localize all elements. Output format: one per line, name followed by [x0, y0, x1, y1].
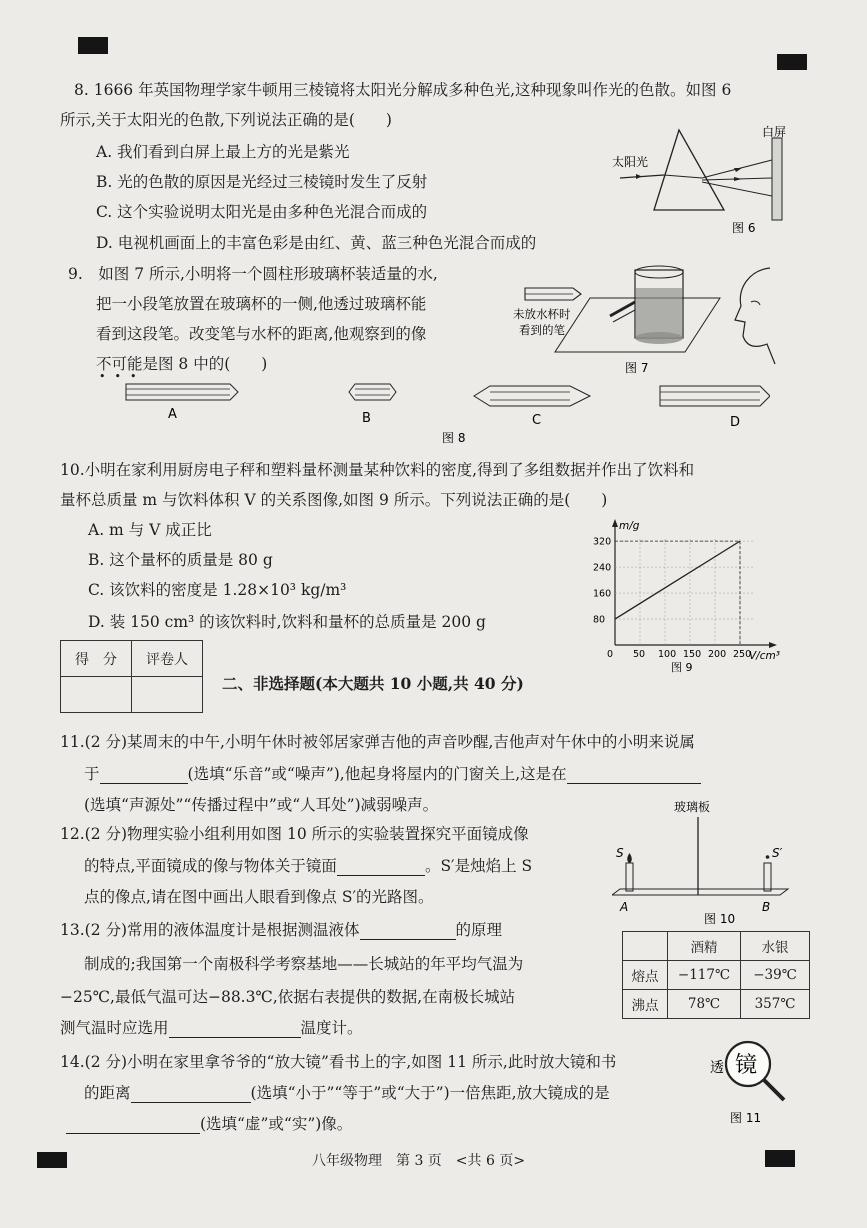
q10-option-a: A. m 与 V 成正比	[88, 521, 212, 539]
figure-11-magnifying-glass	[708, 1036, 796, 1132]
x-tick-label: 0	[607, 649, 614, 660]
figure-10-glass-label: 玻璃板	[674, 800, 711, 814]
figure-7-label-line1: 未放水杯时	[513, 307, 571, 321]
y-tick-label: 160	[593, 588, 612, 600]
q10-stem-line1: 10.小明在家利用厨房电子秤和塑料量杯测量某种饮料的密度,得到了多组数据并作出了饮料和	[60, 461, 695, 479]
q13-blank-1[interactable]	[360, 939, 456, 940]
q8-option-c: C. 这个实验说明太阳光是由多种色光混合而成的	[96, 203, 428, 221]
q11-text-a: 于	[84, 765, 100, 783]
score-header: 得 分	[61, 641, 132, 677]
q11-blank-2[interactable]	[567, 783, 701, 784]
figure-8-label-c: C	[532, 413, 542, 428]
figure-8-pen-images	[100, 380, 770, 446]
score-table	[60, 640, 203, 713]
y-tick-label: 320	[593, 536, 612, 548]
grader-header: 评卷人	[132, 641, 203, 677]
q13-text-b: 的原理	[455, 921, 503, 939]
y-tick-label: 80	[593, 614, 606, 626]
q11-text-b: (选填“乐音”或“噪声”),他起身将屋内的门窗关上,这是在	[187, 765, 567, 783]
q13-blank-2[interactable]	[169, 1037, 301, 1038]
q12-stem-line2	[84, 854, 532, 876]
q14-stem-line1: 14.(2 分)小明在家里拿爷爷的“放大镜”看书上的字,如图 11 所示,此时放大镜和书	[60, 1053, 617, 1071]
q9-stem-line3: 看到这段笔。改变笔与水杯的距离,他观察到的像	[96, 325, 427, 343]
figure-8-caption: 图 8	[442, 431, 466, 445]
figure-8-label-b: B	[362, 411, 371, 426]
table-corner	[623, 932, 668, 961]
figure-8-option-b	[349, 384, 396, 426]
q14-blank-1[interactable]	[131, 1102, 251, 1103]
figure-8-label-d: D	[730, 415, 741, 430]
q12-text-a: 的特点,平面镜成的像与物体关于镜面	[84, 857, 337, 875]
q13-stem-line4	[60, 1016, 363, 1038]
q14-stem-line2	[84, 1081, 610, 1103]
registration-mark-top-left	[78, 37, 108, 54]
figure-11-caption: 图 11	[730, 1111, 762, 1125]
figure-8-label-a: A	[168, 407, 177, 422]
table-cell: 357℃	[741, 990, 810, 1019]
q11-blank-1[interactable]	[100, 783, 188, 784]
table-row-label: 熔点	[623, 961, 668, 990]
figure-10-caption: 图 10	[704, 912, 736, 926]
x-tick-label: 250	[733, 649, 752, 660]
figure-8-option-c	[474, 386, 590, 428]
q13-text-a: 13.(2 分)常用的液体温度计是根据测温液体	[60, 921, 360, 939]
registration-mark-top-right	[777, 54, 807, 70]
series-line	[615, 541, 740, 619]
q14-text-b: (选填“小于”“等于”或“大于”)一倍焦距,放大镜成的是	[250, 1084, 610, 1102]
q10-stem-line2: 量杯总质量 m 与饮料体积 V 的关系图像,如图 9 所示。下列说法正确的是( )	[60, 491, 608, 509]
q13-text-d: 温度计。	[300, 1019, 363, 1037]
figure-11-char-jing: 镜	[735, 1053, 758, 1078]
q8-option-a: A. 我们看到白屏上最上方的光是紫光	[96, 143, 350, 161]
table-cell: −117℃	[668, 961, 741, 990]
figure-10-S-prime-label: S′	[772, 846, 783, 860]
section-2-heading: 二、非选择题(本大题共 10 小题,共 40 分)	[222, 674, 524, 693]
q11-stem-line1: 11.(2 分)某周末的中午,小明午休时被邻居家弹吉他的声音吵醒,吉他声对午休中的小明来说属	[60, 733, 695, 751]
table-cell: −39℃	[741, 961, 810, 990]
x-tick-label: 100	[658, 649, 677, 660]
figure-9-caption: 图 9	[671, 661, 693, 673]
table-row-label: 沸点	[623, 990, 668, 1019]
figure-10-B-label: B	[762, 900, 771, 914]
figure-10-A-label: A	[620, 900, 629, 914]
registration-mark-bottom-left	[37, 1152, 67, 1168]
q14-stem-line3	[66, 1112, 352, 1134]
table-header-alcohol: 酒精	[668, 932, 741, 961]
page-footer: 八年级物理 第 3 页 <共 6 页>	[312, 1153, 526, 1169]
figure-10-S-label: S	[616, 846, 624, 860]
x-tick-label: 200	[708, 649, 727, 660]
q13-stem-line1	[60, 918, 502, 940]
q14-text-c: (选填“虚”或“实”)像。	[200, 1115, 353, 1133]
figure-6-prism-dispersion	[612, 120, 792, 240]
grader-cell[interactable]	[132, 677, 203, 713]
q11-stem-line2	[84, 762, 701, 784]
x-axis-label: V/cm³	[749, 650, 780, 662]
figure-6-screen-label: 白屏	[762, 125, 787, 139]
q12-stem-line1: 12.(2 分)物理实验小组利用如图 10 所示的实验装置探究平面镜成像	[60, 825, 529, 843]
figure-7-cup-and-pen	[505, 260, 780, 378]
q9-stem-line4: 不可能是图 8 中的( )	[96, 355, 268, 373]
registration-mark-bottom-right	[765, 1150, 795, 1167]
q8-stem-line2: 所示,关于太阳光的色散,下列说法正确的是( )	[60, 111, 392, 129]
figure-9-mass-volume-chart	[585, 515, 790, 673]
table-cell: 78℃	[668, 990, 741, 1019]
q12-text-b: 。S′是烛焰上 S	[424, 857, 533, 875]
table-header-mercury: 水银	[741, 932, 810, 961]
q14-text-a: 的距离	[84, 1084, 131, 1102]
q10-option-b: B. 这个量杯的质量是 80 g	[88, 551, 273, 569]
y-axis-label: m/g	[619, 520, 640, 532]
q8-stem-line1: 8. 1666 年英国物理学家牛顿用三棱镜将太阳光分解成多种色光,这种现象叫作光的色散。如图 6	[74, 81, 732, 99]
q10-option-c: C. 该饮料的密度是 1.28×10³ kg/m³	[88, 581, 347, 599]
figure-8-option-d	[660, 386, 770, 430]
figure-7-label-line2: 看到的笔	[519, 323, 565, 337]
y-tick-label: 240	[593, 562, 612, 574]
q13-stem-line3: −25℃,最低气温可达−88.3℃,依据右表提供的数据,在南极长城站	[60, 988, 516, 1006]
q9-stem-line2: 把一小段笔放置在玻璃杯的一侧,他透过玻璃杯能	[96, 295, 427, 313]
y-axis-arrow	[612, 519, 618, 527]
figure-7-caption: 图 7	[625, 361, 649, 375]
q8-option-d: D. 电视机画面上的丰富色彩是由红、黄、蓝三种色光混合而成的	[96, 234, 537, 252]
q13-stem-line2: 制成的;我国第一个南极科学考察基地——长城站的年平均气温为	[84, 955, 524, 973]
q8-option-b: B. 光的色散的原因是光经过三棱镜时发生了反射	[96, 173, 428, 191]
q9-emphasis-dots: •••	[99, 370, 146, 383]
melting-boiling-point-table	[622, 931, 810, 1019]
figure-10-plane-mirror-setup	[612, 795, 792, 927]
score-cell[interactable]	[61, 677, 132, 713]
q12-blank-1[interactable]	[337, 875, 425, 876]
figure-6-caption: 图 6	[732, 221, 756, 235]
x-axis-arrow	[769, 642, 777, 648]
q14-blank-2[interactable]	[66, 1133, 200, 1134]
figure-8-option-a	[126, 384, 238, 422]
x-tick-label: 50	[633, 649, 646, 660]
q12-stem-line3: 点的像点,请在图中画出人眼看到像点 S′的光路图。	[84, 888, 434, 906]
figure-6-sunlight-label: 太阳光	[612, 155, 649, 169]
q9-stem-line1: 9. 如图 7 所示,小明将一个圆柱形玻璃杯装适量的水,	[68, 265, 438, 283]
q13-text-c: 测气温时应选用	[60, 1019, 169, 1037]
q11-stem-line3: (选填“声源处”“传播过程中”或“人耳处”)减弱噪声。	[84, 796, 439, 814]
q10-option-d: D. 装 150 cm³ 的该饮料时,饮料和量杯的总质量是 200 g	[88, 613, 486, 631]
x-tick-label: 150	[683, 649, 702, 660]
figure-11-char-tou: 透	[710, 1060, 724, 1076]
